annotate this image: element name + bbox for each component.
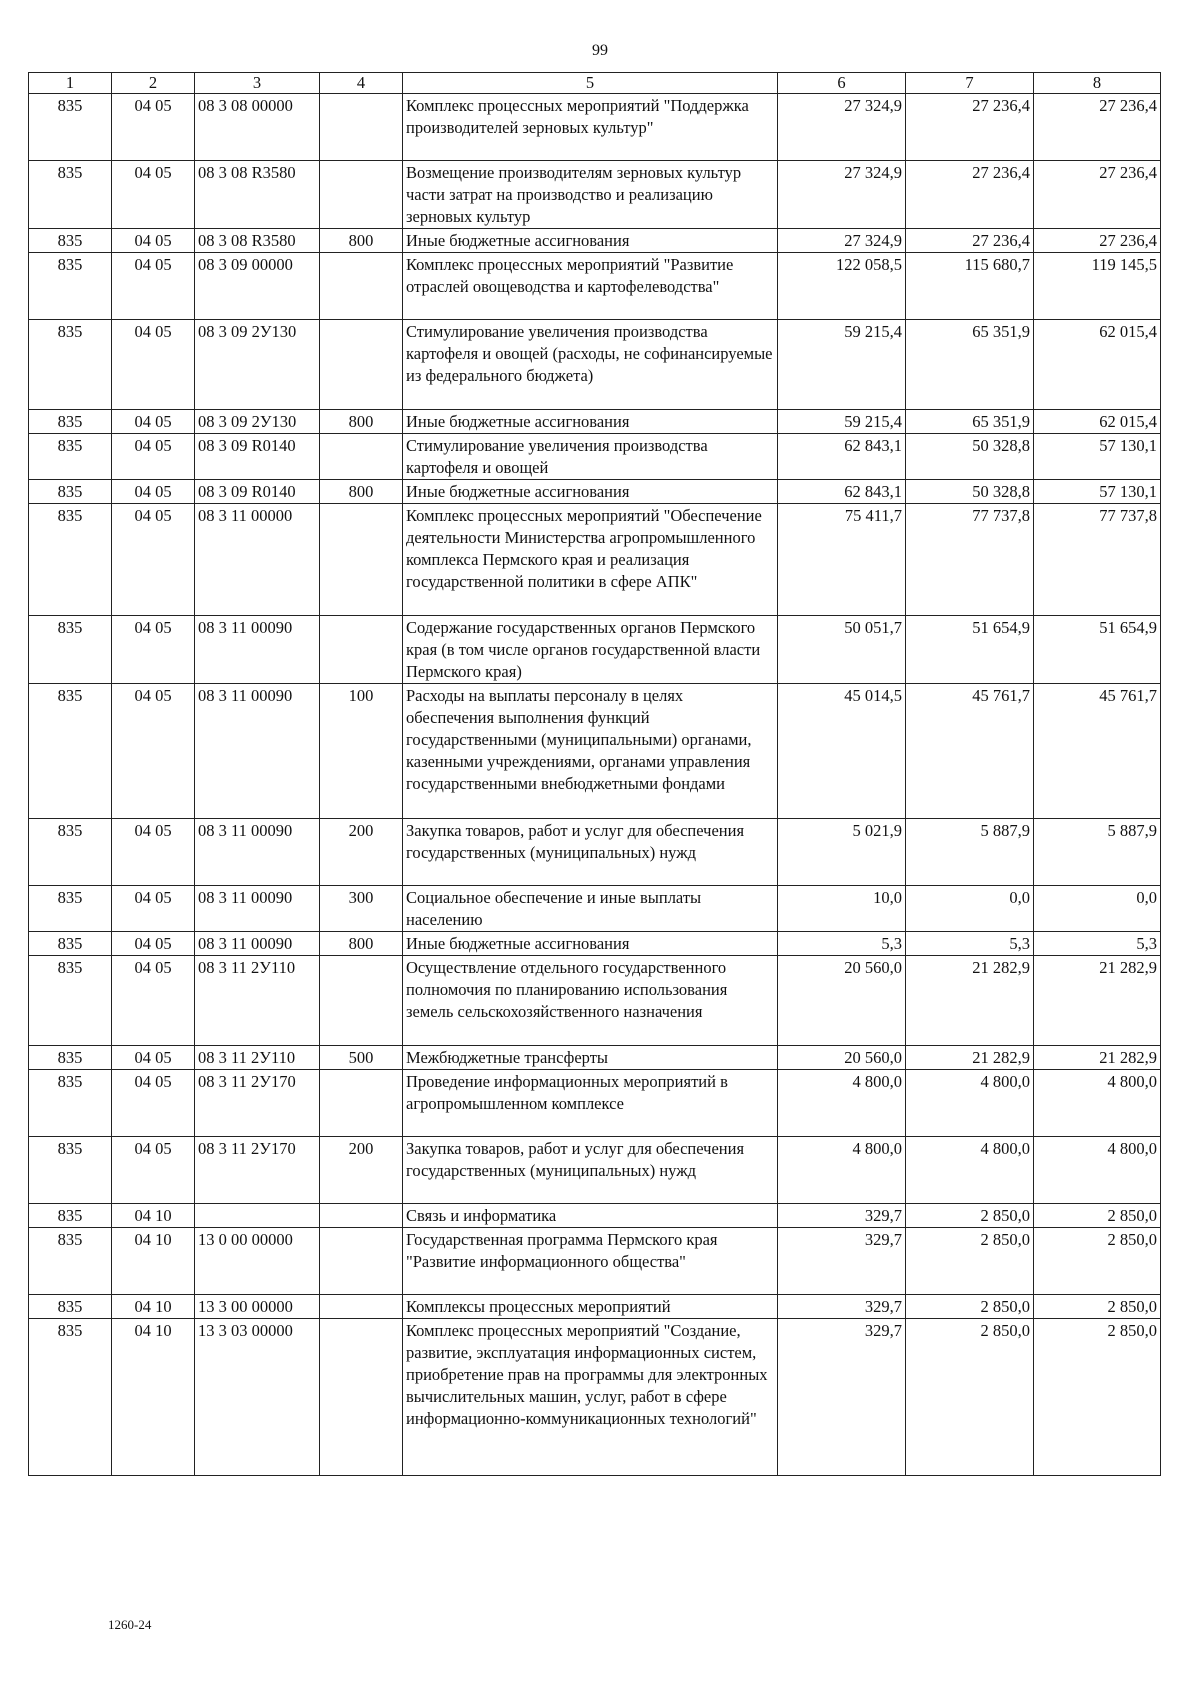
cell-amount-col8: 27 236,4 [1034, 94, 1161, 161]
cell-amount-col7: 77 737,8 [906, 504, 1034, 616]
cell-amount-col6: 27 324,9 [778, 229, 906, 253]
cell-amount-col7: 4 800,0 [906, 1070, 1034, 1137]
table-row [29, 1319, 1161, 1476]
cell-expense-type [320, 1295, 403, 1319]
cell-expense-type: 800 [320, 410, 403, 434]
cell-amount-col7: 27 236,4 [906, 161, 1034, 229]
cell-target-article: 08 3 11 00090 [195, 819, 320, 886]
table-row [29, 229, 1161, 253]
cell-expense-type [320, 1228, 403, 1295]
table-row [29, 480, 1161, 504]
cell-expense-type: 800 [320, 229, 403, 253]
cell-amount-col8: 2 850,0 [1034, 1319, 1161, 1476]
header-col-8: 8 [1034, 73, 1161, 94]
cell-amount-col6: 329,7 [778, 1295, 906, 1319]
cell-amount-col6: 5 021,9 [778, 819, 906, 886]
cell-amount-col7: 21 282,9 [906, 1046, 1034, 1070]
cell-amount-col8: 2 850,0 [1034, 1228, 1161, 1295]
page-number: 99 [592, 42, 608, 59]
cell-description: Закупка товаров, работ и услуг для обеспечения государственных (муниципальных) нужд [403, 1137, 778, 1204]
cell-target-article: 08 3 09 R0140 [195, 480, 320, 504]
cell-amount-col8: 45 761,7 [1034, 684, 1161, 819]
cell-description: Межбюджетные трансферты [403, 1046, 778, 1070]
header-col-4: 4 [320, 73, 403, 94]
cell-section-code: 04 05 [112, 819, 195, 886]
header-col-2: 2 [112, 73, 195, 94]
cell-section-code: 04 05 [112, 886, 195, 932]
cell-ministry-code: 835 [29, 161, 112, 229]
cell-section-code: 04 05 [112, 956, 195, 1046]
cell-target-article: 08 3 09 00000 [195, 253, 320, 320]
cell-description: Комплекс процессных мероприятий "Поддержка производителей зерновых культур" [403, 94, 778, 161]
cell-amount-col7: 51 654,9 [906, 616, 1034, 684]
cell-amount-col7: 21 282,9 [906, 956, 1034, 1046]
cell-section-code: 04 05 [112, 1046, 195, 1070]
cell-amount-col7: 5,3 [906, 932, 1034, 956]
cell-ministry-code: 835 [29, 1070, 112, 1137]
cell-amount-col7: 2 850,0 [906, 1228, 1034, 1295]
cell-description: Проведение информационных мероприятий в агропромышленном комплексе [403, 1070, 778, 1137]
cell-amount-col8: 0,0 [1034, 886, 1161, 932]
cell-section-code: 04 05 [112, 94, 195, 161]
cell-amount-col7: 2 850,0 [906, 1295, 1034, 1319]
cell-description: Государственная программа Пермского края "Развитие информационного общества" [403, 1228, 778, 1295]
cell-target-article: 08 3 08 R3580 [195, 229, 320, 253]
cell-ministry-code: 835 [29, 1295, 112, 1319]
cell-amount-col7: 45 761,7 [906, 684, 1034, 819]
cell-section-code: 04 05 [112, 161, 195, 229]
cell-target-article: 08 3 11 2У170 [195, 1070, 320, 1137]
cell-amount-col8: 119 145,5 [1034, 253, 1161, 320]
table-row [29, 886, 1161, 932]
header-col-7: 7 [906, 73, 1034, 94]
cell-description: Комплекс процессных мероприятий "Обеспечение деятельности Министерства агропромышленного комплекса Пермского края и реализация государственной политики в сфере АПК" [403, 504, 778, 616]
cell-description: Связь и информатика [403, 1204, 778, 1228]
cell-description: Стимулирование увеличения производства картофеля и овощей [403, 434, 778, 480]
cell-amount-col7: 65 351,9 [906, 320, 1034, 410]
cell-expense-type [320, 1319, 403, 1476]
cell-amount-col8: 2 850,0 [1034, 1295, 1161, 1319]
cell-description: Стимулирование увеличения производства картофеля и овощей (расходы, не софинансируемые из федерального бюджета) [403, 320, 778, 410]
cell-amount-col7: 27 236,4 [906, 94, 1034, 161]
cell-ministry-code: 835 [29, 229, 112, 253]
cell-amount-col6: 59 215,4 [778, 320, 906, 410]
cell-section-code: 04 05 [112, 320, 195, 410]
cell-amount-col8: 5 887,9 [1034, 819, 1161, 886]
table-row [29, 684, 1161, 819]
cell-ministry-code: 835 [29, 1204, 112, 1228]
table-row [29, 1046, 1161, 1070]
cell-amount-col6: 10,0 [778, 886, 906, 932]
cell-section-code: 04 05 [112, 434, 195, 480]
cell-amount-col7: 50 328,8 [906, 434, 1034, 480]
cell-ministry-code: 835 [29, 1228, 112, 1295]
cell-description: Комплекс процессных мероприятий "Создание, развитие, эксплуатация информационных систем, приобретение прав на программы для электронных вычислительных машин, услуг, работ в сфере информационно-коммуникационных технологий" [403, 1319, 778, 1476]
table-row [29, 161, 1161, 229]
cell-amount-col7: 27 236,4 [906, 229, 1034, 253]
table-row [29, 94, 1161, 161]
footer-code: 1260-24 [108, 1617, 152, 1632]
cell-ministry-code: 835 [29, 410, 112, 434]
cell-section-code: 04 05 [112, 932, 195, 956]
cell-section-code: 04 10 [112, 1228, 195, 1295]
cell-amount-col8: 27 236,4 [1034, 229, 1161, 253]
table-row [29, 1295, 1161, 1319]
table-body [29, 94, 1161, 1476]
cell-target-article: 08 3 08 00000 [195, 94, 320, 161]
cell-amount-col6: 20 560,0 [778, 1046, 906, 1070]
cell-amount-col6: 122 058,5 [778, 253, 906, 320]
cell-target-article: 08 3 11 00000 [195, 504, 320, 616]
cell-amount-col8: 21 282,9 [1034, 956, 1161, 1046]
cell-amount-col8: 62 015,4 [1034, 320, 1161, 410]
cell-amount-col7: 5 887,9 [906, 819, 1034, 886]
cell-section-code: 04 05 [112, 229, 195, 253]
header-col-5: 5 [403, 73, 778, 94]
table-row [29, 410, 1161, 434]
cell-expense-type [320, 1204, 403, 1228]
cell-expense-type: 300 [320, 886, 403, 932]
cell-expense-type: 500 [320, 1046, 403, 1070]
cell-ministry-code: 835 [29, 434, 112, 480]
header-row [29, 73, 1161, 94]
cell-description: Иные бюджетные ассигнования [403, 480, 778, 504]
cell-amount-col6: 4 800,0 [778, 1070, 906, 1137]
cell-ministry-code: 835 [29, 1046, 112, 1070]
cell-ministry-code: 835 [29, 956, 112, 1046]
table-row [29, 1070, 1161, 1137]
cell-expense-type [320, 320, 403, 410]
cell-description: Иные бюджетные ассигнования [403, 932, 778, 956]
cell-amount-col6: 59 215,4 [778, 410, 906, 434]
cell-amount-col6: 329,7 [778, 1319, 906, 1476]
cell-section-code: 04 05 [112, 1137, 195, 1204]
table-row [29, 932, 1161, 956]
cell-target-article: 08 3 11 2У110 [195, 1046, 320, 1070]
cell-amount-col8: 4 800,0 [1034, 1070, 1161, 1137]
cell-section-code: 04 05 [112, 684, 195, 819]
cell-target-article: 08 3 11 2У110 [195, 956, 320, 1046]
cell-expense-type [320, 616, 403, 684]
cell-description: Комплекс процессных мероприятий "Развитие отраслей овощеводства и картофелеводства" [403, 253, 778, 320]
cell-description: Содержание государственных органов Пермского края (в том числе органов государственной власти Пермского края) [403, 616, 778, 684]
table-row [29, 1228, 1161, 1295]
cell-ministry-code: 835 [29, 1137, 112, 1204]
cell-expense-type: 800 [320, 480, 403, 504]
cell-ministry-code: 835 [29, 616, 112, 684]
cell-target-article: 08 3 11 00090 [195, 886, 320, 932]
cell-amount-col6: 62 843,1 [778, 480, 906, 504]
cell-expense-type [320, 504, 403, 616]
cell-amount-col7: 115 680,7 [906, 253, 1034, 320]
cell-amount-col7: 4 800,0 [906, 1137, 1034, 1204]
table-row [29, 1137, 1161, 1204]
cell-target-article: 13 0 00 00000 [195, 1228, 320, 1295]
cell-amount-col8: 51 654,9 [1034, 616, 1161, 684]
cell-description: Закупка товаров, работ и услуг для обеспечения государственных (муниципальных) нужд [403, 819, 778, 886]
cell-amount-col7: 50 328,8 [906, 480, 1034, 504]
cell-target-article [195, 1204, 320, 1228]
cell-expense-type: 100 [320, 684, 403, 819]
cell-amount-col6: 4 800,0 [778, 1137, 906, 1204]
header-col-6: 6 [778, 73, 906, 94]
cell-expense-type: 800 [320, 932, 403, 956]
cell-section-code: 04 10 [112, 1295, 195, 1319]
cell-amount-col6: 27 324,9 [778, 94, 906, 161]
cell-target-article: 08 3 09 R0140 [195, 434, 320, 480]
cell-ministry-code: 835 [29, 886, 112, 932]
cell-expense-type [320, 1070, 403, 1137]
header-col-3: 3 [195, 73, 320, 94]
cell-amount-col6: 75 411,7 [778, 504, 906, 616]
cell-amount-col8: 2 850,0 [1034, 1204, 1161, 1228]
cell-amount-col6: 5,3 [778, 932, 906, 956]
table-row [29, 320, 1161, 410]
cell-ministry-code: 835 [29, 1319, 112, 1476]
header-col-1: 1 [29, 73, 112, 94]
cell-amount-col7: 2 850,0 [906, 1204, 1034, 1228]
table-row [29, 504, 1161, 616]
cell-amount-col6: 45 014,5 [778, 684, 906, 819]
cell-amount-col8: 77 737,8 [1034, 504, 1161, 616]
cell-section-code: 04 05 [112, 253, 195, 320]
cell-description: Иные бюджетные ассигнования [403, 410, 778, 434]
cell-ministry-code: 835 [29, 94, 112, 161]
cell-amount-col8: 5,3 [1034, 932, 1161, 956]
cell-description: Иные бюджетные ассигнования [403, 229, 778, 253]
cell-ministry-code: 835 [29, 504, 112, 616]
cell-target-article: 08 3 11 00090 [195, 932, 320, 956]
cell-amount-col8: 62 015,4 [1034, 410, 1161, 434]
table-row [29, 253, 1161, 320]
cell-ministry-code: 835 [29, 320, 112, 410]
cell-description: Расходы на выплаты персоналу в целях обеспечения выполнения функций государственными (муниципальными) органами, казенными учреждениями, органами управления государственными внебюджетными фондами [403, 684, 778, 819]
cell-amount-col6: 329,7 [778, 1204, 906, 1228]
cell-expense-type [320, 161, 403, 229]
cell-ministry-code: 835 [29, 253, 112, 320]
cell-ministry-code: 835 [29, 684, 112, 819]
cell-expense-type [320, 956, 403, 1046]
cell-section-code: 04 10 [112, 1319, 195, 1476]
table-row [29, 1204, 1161, 1228]
cell-amount-col8: 57 130,1 [1034, 480, 1161, 504]
cell-amount-col6: 50 051,7 [778, 616, 906, 684]
cell-section-code: 04 05 [112, 410, 195, 434]
cell-amount-col7: 0,0 [906, 886, 1034, 932]
cell-section-code: 04 05 [112, 480, 195, 504]
table-row [29, 434, 1161, 480]
cell-description: Осуществление отдельного государственного полномочия по планированию использования земель сельскохозяйственного назначения [403, 956, 778, 1046]
cell-target-article: 08 3 11 00090 [195, 616, 320, 684]
cell-target-article: 13 3 03 00000 [195, 1319, 320, 1476]
cell-ministry-code: 835 [29, 480, 112, 504]
cell-amount-col8: 27 236,4 [1034, 161, 1161, 229]
cell-description: Возмещение производителям зерновых культур части затрат на производство и реализацию зерновых культур [403, 161, 778, 229]
cell-section-code: 04 05 [112, 504, 195, 616]
cell-expense-type: 200 [320, 1137, 403, 1204]
cell-description: Социальное обеспечение и иные выплаты населению [403, 886, 778, 932]
cell-target-article: 08 3 11 00090 [195, 684, 320, 819]
cell-amount-col6: 329,7 [778, 1228, 906, 1295]
cell-amount-col7: 65 351,9 [906, 410, 1034, 434]
cell-ministry-code: 835 [29, 819, 112, 886]
cell-amount-col6: 27 324,9 [778, 161, 906, 229]
cell-section-code: 04 05 [112, 616, 195, 684]
cell-expense-type [320, 94, 403, 161]
cell-amount-col8: 57 130,1 [1034, 434, 1161, 480]
cell-expense-type: 200 [320, 819, 403, 886]
cell-amount-col6: 20 560,0 [778, 956, 906, 1046]
cell-target-article: 08 3 11 2У170 [195, 1137, 320, 1204]
cell-section-code: 04 05 [112, 1070, 195, 1137]
table-row [29, 819, 1161, 886]
budget-table [28, 72, 1161, 1476]
cell-amount-col6: 62 843,1 [778, 434, 906, 480]
cell-expense-type [320, 253, 403, 320]
cell-description: Комплексы процессных мероприятий [403, 1295, 778, 1319]
cell-target-article: 13 3 00 00000 [195, 1295, 320, 1319]
cell-amount-col8: 4 800,0 [1034, 1137, 1161, 1204]
cell-section-code: 04 10 [112, 1204, 195, 1228]
table-row [29, 956, 1161, 1046]
cell-target-article: 08 3 09 2У130 [195, 320, 320, 410]
cell-amount-col7: 2 850,0 [906, 1319, 1034, 1476]
cell-amount-col8: 21 282,9 [1034, 1046, 1161, 1070]
cell-expense-type [320, 434, 403, 480]
table-row [29, 616, 1161, 684]
cell-ministry-code: 835 [29, 932, 112, 956]
cell-target-article: 08 3 09 2У130 [195, 410, 320, 434]
cell-target-article: 08 3 08 R3580 [195, 161, 320, 229]
